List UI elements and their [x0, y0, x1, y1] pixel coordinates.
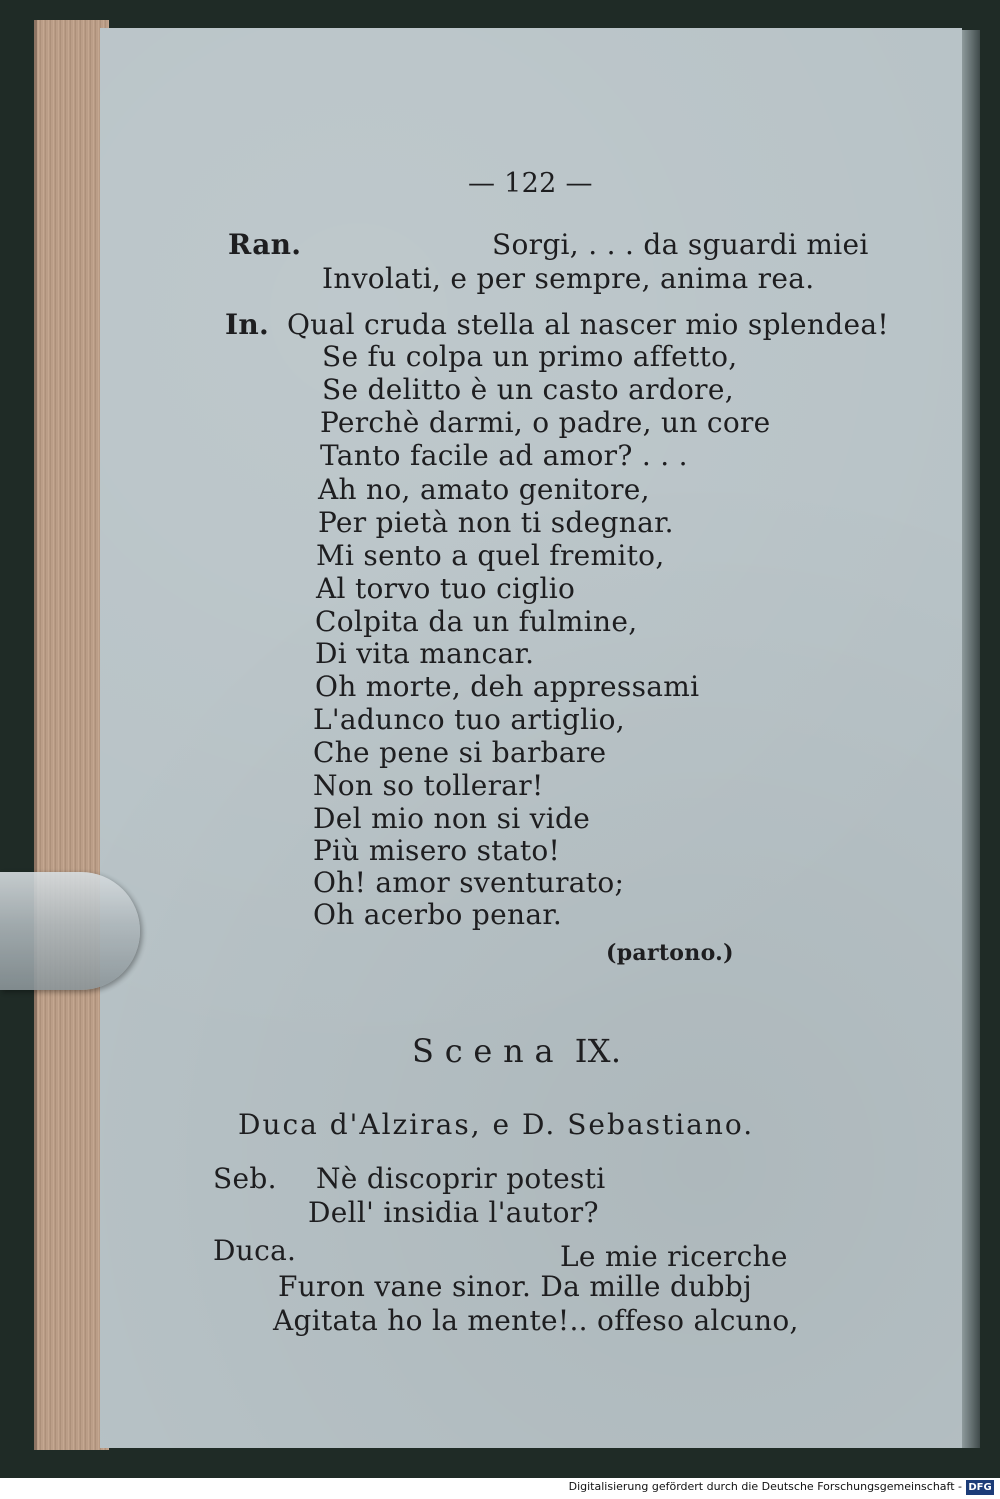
verse-line: Se delitto è un casto ardore,	[322, 373, 734, 406]
verse-line: Furon vane sinor. Da mille dubbj	[278, 1270, 752, 1303]
verse-line: L'adunco tuo artiglio,	[313, 703, 625, 736]
verse-line: Ah no, amato genitore,	[318, 473, 650, 506]
verse-line: Agitata ho la mente!.. offeso alcuno,	[273, 1304, 799, 1337]
verse-line: Del mio non si vide	[313, 802, 591, 835]
page-number: — 122 —	[468, 168, 593, 199]
verse-line: Al torvo tuo ciglio	[316, 572, 576, 605]
verse-line: Più misero stato!	[313, 834, 561, 867]
speaker-label: Ran.	[228, 228, 302, 261]
scene-heading: S c e n a IX.	[412, 1032, 622, 1070]
dfg-logo: DFG	[966, 1480, 994, 1495]
verse-line: Per pietà non ti sdegnar.	[318, 506, 674, 539]
verse-line: Colpita da un fulmine,	[315, 605, 638, 638]
verse-line: Sorgi, . . . da sguardi miei	[492, 228, 869, 261]
verse-line: Qual cruda stella al nascer mio splendea!	[287, 308, 889, 341]
verse-line: Nè discoprir potesti	[316, 1162, 606, 1195]
verse-line: Dell' insidia l'autor?	[308, 1196, 599, 1229]
stage-direction: (partono.)	[606, 940, 734, 966]
verse-line: Tanto facile ad amor? . . .	[320, 439, 688, 472]
character-list: Duca d'Alziras, e D. Sebastiano.	[238, 1108, 755, 1141]
funding-notice: Digitalisierung gefördert durch die Deutsche Forschungsgemeinschaft -	[568, 1480, 962, 1493]
verse-line: Che pene si barbare	[313, 736, 607, 769]
book-page-edges	[34, 20, 109, 1450]
verse-line: Oh morte, deh appressami	[315, 670, 700, 703]
verse-line: Involati, e per sempre, anima rea.	[322, 262, 815, 295]
speaker-label: In.	[225, 308, 270, 341]
verse-line: Di vita mancar.	[315, 637, 535, 670]
verse-line: Oh acerbo penar.	[313, 898, 563, 931]
verse-line: Perchè darmi, o padre, un core	[320, 406, 771, 439]
verse-line: Oh! amor sventurato;	[313, 866, 625, 899]
book-gutter-shadow	[962, 30, 980, 1448]
verse-line: Le mie ricerche	[560, 1240, 788, 1273]
speaker-label: Duca.	[213, 1234, 297, 1267]
page-holder-clip	[0, 872, 140, 990]
speaker-label: Seb.	[213, 1162, 277, 1195]
verse-line: Non so tollerar!	[313, 769, 544, 802]
verse-line: Mi sento a quel fremito,	[316, 539, 665, 572]
verse-line: Se fu colpa un primo affetto,	[322, 340, 738, 373]
